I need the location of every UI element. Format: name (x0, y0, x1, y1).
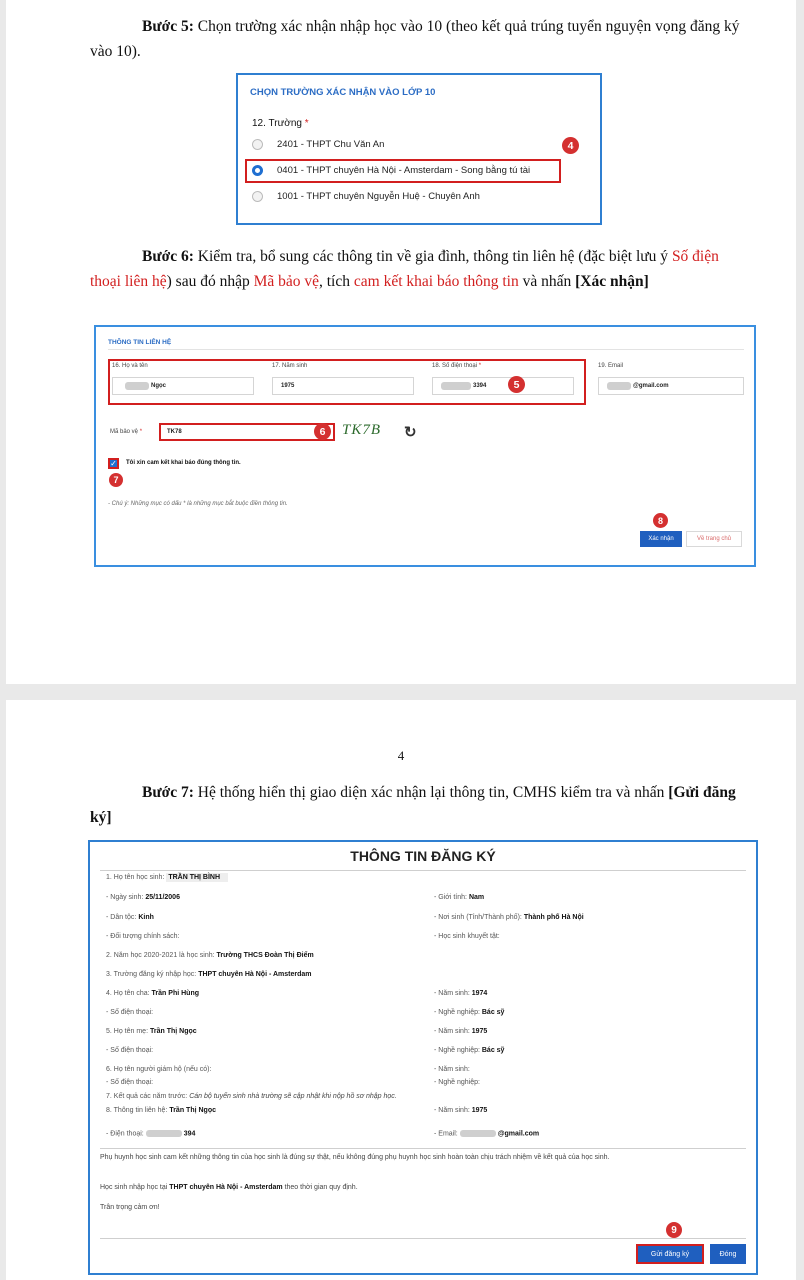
highlight-box (245, 159, 561, 183)
gender-row: - Giới tính: Nam (434, 894, 485, 901)
school-row: 2. Năm học 2020-2021 là học sinh: Trường THCS Đoàn Thị Điểm (106, 952, 314, 959)
thanks-text: Trân trọng cảm ơn! (100, 1204, 160, 1211)
refresh-icon[interactable]: ↻ (404, 424, 417, 441)
father-year-row: - Năm sinh: 1974 (434, 990, 488, 997)
close-button[interactable]: Đóng (710, 1244, 746, 1264)
submit-registration-button[interactable]: Gửi đăng ký (636, 1244, 704, 1264)
previous-results-row: 7. Kết quả các năm trước: Cán bộ tuyển sinh nhà trường sẽ cập nhật khi nộp hồ sơ nhập học. (106, 1093, 397, 1100)
radio-button[interactable] (252, 191, 263, 202)
step-badge-5: 5 (508, 376, 525, 393)
captcha-image: TK7B (342, 422, 382, 438)
father-job-row: - Nghề nghiệp: Bác sỹ (434, 1009, 505, 1016)
enrollment-text: Học sinh nhập học tại THPT chuyên Hà Nội - Amsterdam theo thời gian quy định. (100, 1184, 358, 1191)
required-mark: * (304, 118, 309, 129)
step6-label: Bước 6: (142, 248, 194, 265)
student-name-row: 1. Họ tên học sinh: TRẦN THỊ BÌNH (106, 874, 228, 881)
divider (100, 870, 746, 871)
birth-year-input[interactable]: 1975 (272, 377, 414, 395)
mother-phone-row: - Số điện thoại: (106, 1047, 154, 1054)
step7-action: [Gửi đăng ký] (90, 784, 736, 826)
step5-paragraph (90, 14, 740, 64)
mother-year-row: - Năm sinh: 1975 (434, 1028, 488, 1035)
step6-paragraph: Bước 6: Kiểm tra, bổ sung các thông tin về gia đình, thông tin liên hệ (đặc biệt lưu ý Số điện thoại liên hệ) sau đó nhập Mã bảo vệ, tích cam kết khai báo thông tin và nhấn [Xác nhận] (90, 248, 719, 290)
school-field-label: 12. Trường * (252, 118, 309, 129)
step-badge-4: 4 (562, 137, 579, 154)
email-input[interactable]: @gmail.com (598, 377, 744, 395)
captcha-label: Mã bảo vệ * (110, 429, 143, 435)
registered-school-row: 3. Trường đăng ký nhập học: THPT chuyên Hà Nội - Amsterdam (106, 971, 312, 978)
divider (100, 1238, 746, 1239)
panel-title: CHỌN TRƯỜNG XÁC NHẬN VÀO LỚP 10 (250, 87, 436, 98)
guardian-job-row: - Nghề nghiệp: (434, 1079, 480, 1086)
school-selection-panel (236, 73, 602, 225)
email-label: 19. Email (598, 363, 624, 369)
home-button[interactable]: Về trang chủ (686, 531, 742, 547)
contact-row: 8. Thông tin liên hệ: Trần Thị Ngọc (106, 1107, 216, 1114)
school-option-3[interactable]: 1001 - THPT chuyên Nguyễn Huệ - Chuyên Anh (252, 191, 480, 202)
birth-year-label: 17. Năm sinh (272, 363, 308, 369)
step-badge-7: 7 (109, 473, 123, 487)
father-phone-row: - Số điện thoại: (106, 1009, 154, 1016)
commit-label: Tôi xin cam kết khai báo đúng thông tin. (126, 460, 241, 466)
step-badge-6: 6 (314, 423, 331, 440)
step-badge-8: 8 (653, 513, 668, 528)
phone-input[interactable]: 3394 (432, 377, 574, 395)
school-option-2[interactable]: 0401 - THPT chuyên Hà Nội - Amsterdam - Song bằng tú tài (252, 165, 530, 176)
name-label: 16. Họ và tên (112, 363, 148, 369)
policy-row: - Đối tượng chính sách: (106, 933, 180, 940)
step5-label: Bước 5: (142, 18, 194, 35)
guardian-year-row: - Năm sinh: (434, 1066, 470, 1073)
birthplace-row: - Nơi sinh (Tỉnh/Thành phố): Thành phố Hà Nội (434, 914, 584, 921)
confirm-button[interactable]: Xác nhận (640, 531, 682, 547)
registration-summary-panel (88, 840, 758, 1275)
commit-checkbox[interactable]: ✓ (108, 458, 119, 469)
step5-text: Chọn trường xác nhận nhập học vào 10 (theo kết quả trúng tuyển nguyện vọng đăng ký vào 10). (90, 18, 740, 60)
step-badge-9: 9 (666, 1222, 682, 1238)
disability-row: - Học sinh khuyết tật: (434, 933, 500, 940)
page-number: 4 (397, 748, 405, 763)
step7-label: Bước 7: (142, 784, 194, 801)
ethnic-row: - Dân tộc: Kinh (106, 914, 154, 921)
captcha-input[interactable]: TK78 (159, 423, 335, 441)
contact-year-row: - Năm sinh: 1975 (434, 1107, 488, 1114)
mother-job-row: - Nghề nghiệp: Bác sỹ (434, 1047, 505, 1054)
document-page-2 (6, 700, 796, 1280)
contact-info-panel (94, 325, 756, 567)
required-note: - Chú ý: Những mục có dấu * là những mục bắt buộc điền thông tin. (108, 501, 288, 507)
father-row: 4. Họ tên cha: Trần Phi Hùng (106, 990, 199, 997)
contact-email-row: - Email: @gmail.com (434, 1130, 540, 1138)
school-option-1[interactable]: 2401 - THPT Chu Văn An (252, 139, 384, 150)
divider (100, 1148, 746, 1149)
contact-phone-row: - Điện thoại: 394 (106, 1130, 196, 1138)
name-input[interactable]: Ngọc (112, 377, 254, 395)
dob-row: - Ngày sinh: 25/11/2006 (106, 894, 180, 901)
panel-title: THÔNG TIN LIÊN HỆ (108, 339, 172, 346)
guardian-phone-row: - Số điện thoại: (106, 1079, 154, 1086)
commitment-text: Phụ huynh học sinh cam kết những thông tin của học sinh là đúng sự thật, nếu không đúng phụ huynh học sinh hoàn toàn chịu trách nhiệm về kết quả của học sinh. (100, 1154, 610, 1161)
phone-label: 18. Số điện thoại * (432, 363, 482, 369)
guardian-row: 6. Họ tên người giám hộ (nếu có): (106, 1066, 212, 1073)
panel-title: THÔNG TIN ĐĂNG KÝ (350, 848, 496, 864)
document-page-1 (6, 0, 796, 684)
divider (108, 349, 744, 350)
step6-action: [Xác nhận] (575, 273, 649, 290)
step7-paragraph: Bước 7: Hệ thống hiển thị giao diện xác nhận lại thông tin, CMHS kiểm tra và nhấn [Gửi đăng ký] (90, 784, 736, 826)
mother-row: 5. Họ tên mẹ: Trần Thị Ngọc (106, 1028, 197, 1035)
radio-button[interactable] (252, 139, 263, 150)
